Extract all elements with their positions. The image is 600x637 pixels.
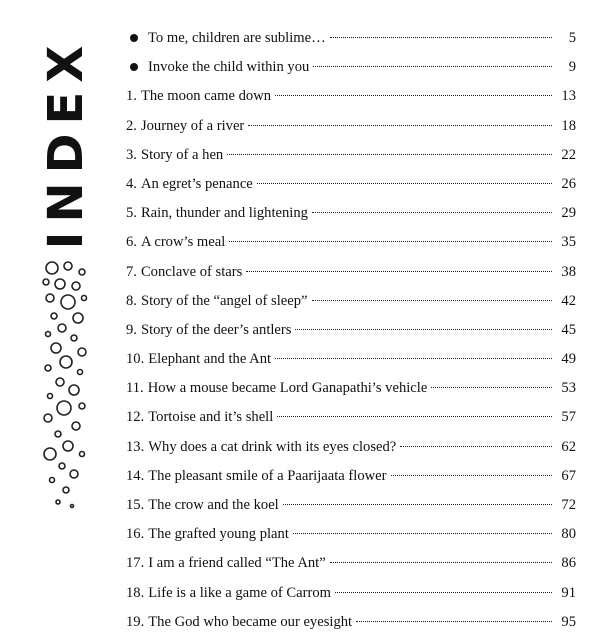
toc-entry bbox=[126, 374, 576, 403]
index-heading-text: INDEX bbox=[38, 36, 94, 250]
toc-entry-title: Elephant and the Ant bbox=[148, 351, 272, 368]
dot-leader bbox=[330, 562, 552, 563]
toc-entry bbox=[126, 520, 576, 549]
toc-entry-title: An egret’s penance bbox=[140, 175, 253, 192]
toc-entry-page: 45 bbox=[561, 321, 576, 338]
toc-entry-title: The pleasant smile of a Paarijaata flower bbox=[148, 467, 387, 484]
dot-leader bbox=[293, 533, 552, 534]
dot-leader bbox=[257, 183, 552, 184]
dot-leader bbox=[283, 504, 552, 505]
dot-leader bbox=[431, 387, 552, 388]
toc-entry bbox=[126, 462, 576, 491]
toc-entry-title: Journey of a river bbox=[140, 117, 245, 134]
dot-leader bbox=[295, 329, 552, 330]
toc-entry-page: 67 bbox=[561, 467, 576, 484]
toc-entry-title: To me, children are sublime… bbox=[148, 30, 326, 46]
toc-entry-title: The grafted young plant bbox=[148, 526, 289, 543]
toc-entry bbox=[126, 491, 576, 520]
toc-entry-title: A crow’s meal bbox=[140, 234, 226, 251]
toc-entry-page: 9 bbox=[568, 59, 576, 76]
toc-entry-number: 9. bbox=[126, 321, 137, 338]
toc-entry-page: 5 bbox=[568, 30, 576, 46]
toc-entry-number: 4. bbox=[126, 175, 137, 192]
toc-entry-number: 14. bbox=[126, 467, 145, 484]
toc-entry bbox=[126, 199, 576, 228]
toc-entry-title: Story of the “angel of sleep” bbox=[140, 292, 308, 309]
toc-entry-title: I am a friend called “The Ant” bbox=[148, 555, 326, 572]
toc-entry bbox=[126, 549, 576, 578]
toc-entry-number: 10. bbox=[126, 351, 145, 368]
toc-entry-number: 16. bbox=[126, 526, 145, 543]
dot-leader bbox=[391, 475, 552, 476]
toc-entry-page: 29 bbox=[561, 205, 576, 222]
toc-entry-page: 72 bbox=[561, 497, 576, 513]
dot-leader bbox=[312, 212, 552, 213]
toc-entry-page: 42 bbox=[561, 292, 576, 309]
toc-entry bbox=[126, 24, 576, 53]
toc-entry bbox=[126, 258, 576, 287]
toc-entry-number: 17. bbox=[126, 555, 145, 572]
toc-entry-number: 8. bbox=[126, 292, 137, 309]
dot-leader bbox=[227, 154, 552, 155]
dot-leader bbox=[335, 592, 552, 593]
dot-leader bbox=[330, 37, 552, 38]
toc-entry-number: 1. bbox=[126, 88, 137, 105]
toc-entry bbox=[126, 316, 576, 345]
toc-entry bbox=[126, 433, 576, 462]
toc-entry-title: Conclave of stars bbox=[140, 263, 243, 280]
toc-entry-title: Story of the deer’s antlers bbox=[140, 321, 292, 338]
toc-entry-page: 22 bbox=[561, 146, 576, 163]
toc-entry-page: 53 bbox=[561, 380, 576, 397]
toc-entry-page: 91 bbox=[561, 584, 576, 601]
toc-entry-page: 95 bbox=[561, 613, 576, 630]
dot-leader bbox=[400, 446, 552, 447]
bullet-icon bbox=[130, 34, 138, 42]
toc-entry-title: The crow and the koel bbox=[148, 497, 279, 513]
toc-entry bbox=[126, 608, 576, 637]
toc-entry-title: Why does a cat drink with its eyes closed? bbox=[148, 438, 397, 455]
toc-entry-page: 38 bbox=[561, 263, 576, 280]
toc-entry-page: 18 bbox=[561, 117, 576, 134]
toc-entry-title: Story of a hen bbox=[140, 146, 224, 163]
toc-entry-number: 13. bbox=[126, 438, 145, 455]
toc-entry-page: 57 bbox=[561, 409, 576, 426]
toc-entry-title: The God who became our eyesight bbox=[148, 613, 353, 630]
toc-entry-page: 13 bbox=[561, 88, 576, 105]
toc-entry-title: Life is a like a game of Carrom bbox=[148, 584, 332, 601]
toc-entry-number: 3. bbox=[126, 146, 137, 163]
toc-entry-page: 80 bbox=[561, 526, 576, 543]
toc-entry-number: 12. bbox=[126, 409, 145, 426]
toc-entry-number: 5. bbox=[126, 205, 137, 222]
toc-entry bbox=[126, 579, 576, 608]
dot-leader bbox=[248, 125, 552, 126]
dot-leader bbox=[356, 621, 552, 622]
toc-entry bbox=[126, 170, 576, 199]
toc-entry-page: 26 bbox=[561, 175, 576, 192]
dot-leader bbox=[246, 271, 552, 272]
toc-entry-number: 11. bbox=[126, 380, 144, 397]
toc-entry bbox=[126, 53, 576, 82]
toc-entry-page: 86 bbox=[561, 555, 576, 572]
bubbles-decoration-icon bbox=[38, 258, 94, 513]
table-of-contents bbox=[126, 24, 576, 637]
toc-entry bbox=[126, 141, 576, 170]
toc-entry-page: 49 bbox=[561, 351, 576, 368]
dot-leader bbox=[277, 416, 552, 417]
toc-entry-title: Invoke the child within you bbox=[148, 59, 310, 76]
dot-leader bbox=[313, 66, 552, 67]
toc-entry bbox=[126, 403, 576, 432]
toc-entry-number: 18. bbox=[126, 584, 145, 601]
toc-entry-number: 2. bbox=[126, 117, 137, 134]
bullet-icon bbox=[130, 63, 138, 71]
dot-leader bbox=[275, 358, 552, 359]
toc-entry bbox=[126, 345, 576, 374]
toc-entry bbox=[126, 228, 576, 257]
index-heading bbox=[36, 28, 96, 258]
toc-entry bbox=[126, 112, 576, 141]
toc-entry-page: 62 bbox=[561, 438, 576, 455]
toc-entry bbox=[126, 82, 576, 111]
toc-entry-title: Tortoise and it’s shell bbox=[148, 409, 274, 426]
dot-leader bbox=[229, 241, 552, 242]
toc-entry-number: 15. bbox=[126, 497, 145, 513]
toc-entry-title: Rain, thunder and lightening bbox=[140, 205, 308, 222]
toc-entry-number: 7. bbox=[126, 263, 137, 280]
toc-entry-number: 6. bbox=[126, 234, 137, 251]
toc-entry bbox=[126, 287, 576, 316]
toc-entry-number: 19. bbox=[126, 613, 145, 630]
toc-entry-page: 35 bbox=[561, 234, 576, 251]
dot-leader bbox=[275, 95, 552, 96]
dot-leader bbox=[312, 300, 552, 301]
toc-entry-title: How a mouse became Lord Ganapathi’s vehicle bbox=[147, 380, 428, 397]
toc-entry-title: The moon came down bbox=[140, 88, 272, 105]
